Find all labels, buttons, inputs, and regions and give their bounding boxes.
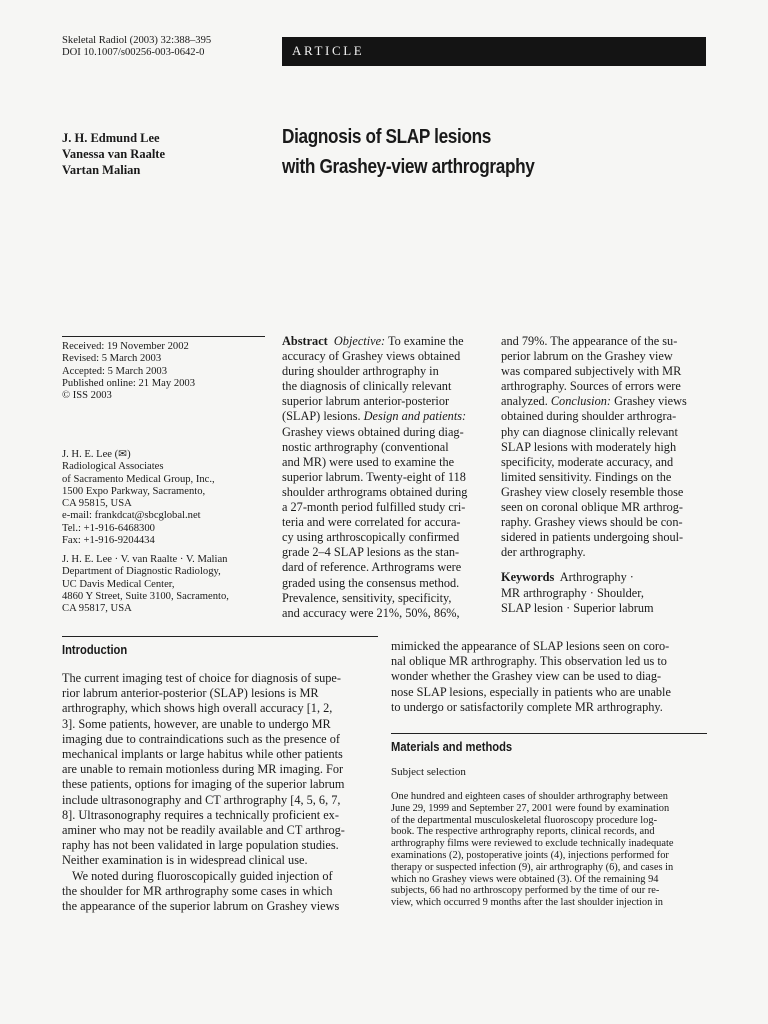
abstract-text: obtained during shoulder arthrogra- bbox=[501, 409, 677, 424]
abstract-text: Prevalence, sensitivity, specificity, bbox=[282, 590, 452, 605]
history-line: Revised: 5 March 2003 bbox=[62, 353, 162, 365]
abstract-text: during shoulder arthrography in bbox=[282, 364, 439, 379]
abstract-text: teria and were correlated for accura- bbox=[282, 515, 461, 530]
author-name: Vartan Malian bbox=[62, 163, 141, 177]
abstract-text: der arthrography. bbox=[501, 545, 586, 560]
keyword-text: MR arthrography · Shoulder, bbox=[501, 585, 644, 600]
address-line: Fax: +1-916-9204434 bbox=[62, 535, 155, 547]
body-line: book. The respective arthrography reports, clinical records, and bbox=[391, 826, 655, 838]
abstract-text: (SLAP) lesions. bbox=[282, 409, 361, 424]
abstract-text: nostic arthrography (conventional bbox=[282, 439, 449, 454]
body-line: raphy has not been validated in large population studies. bbox=[62, 838, 339, 853]
abstract-text: perior labrum on the Grashey view bbox=[501, 349, 673, 364]
author-list bbox=[62, 130, 165, 178]
body-line: which no Grashey views were obtained (3). Of the remaining 94 bbox=[391, 873, 659, 885]
body-line: We noted during fluoroscopically guided injection of bbox=[72, 868, 333, 883]
body-line: 3]. Some patients, however, are unable to undergo MR bbox=[62, 716, 331, 731]
article-title bbox=[282, 122, 660, 182]
design-label: Design and patients: bbox=[363, 409, 467, 424]
body-line: the appearance of the superior labrum on Grashey views bbox=[62, 899, 340, 914]
section-label: ARTICLE bbox=[292, 43, 365, 58]
body-line: nal oblique MR arthrography. This observation led us to bbox=[391, 654, 667, 669]
body-line: mimicked the appearance of SLAP lesions seen on coro- bbox=[391, 639, 670, 653]
intro-col-1 bbox=[62, 671, 378, 914]
address-line: Radiological Associates bbox=[62, 461, 164, 473]
abstract-text: limited sensitivity. Findings on the bbox=[501, 469, 672, 484]
journal-doi: DOI 10.1007/s00256-003-0642-0 bbox=[62, 47, 205, 58]
body-line: One hundred and eighteen cases of shoulder arthrography between bbox=[391, 791, 668, 802]
title-line: with Grashey-view arthrography bbox=[282, 156, 535, 178]
history-line: Accepted: 5 March 2003 bbox=[62, 365, 168, 377]
author-name: Vanessa van Raalte bbox=[62, 147, 166, 161]
history-line: Received: 19 November 2002 bbox=[62, 341, 189, 352]
abstract-text: superior labrum. Twenty-eight of 118 bbox=[282, 469, 466, 484]
author-name: J. H. Edmund Lee bbox=[62, 131, 160, 145]
history-rule bbox=[62, 336, 265, 337]
body-line: the shoulder for MR arthrography some cases in which bbox=[62, 883, 333, 898]
body-line: nose SLAP lesions, especially in patients who are unable bbox=[391, 684, 671, 699]
body-line: are unable to remain motionless during MR imaging. For bbox=[62, 762, 344, 777]
methods-text bbox=[391, 791, 707, 909]
intro-col-2 bbox=[391, 639, 707, 715]
body-line: mechanical implants or large habitus while other patients bbox=[62, 747, 343, 762]
body-line: examinations (2), postoperative joints (4), injections performed for bbox=[391, 849, 669, 861]
abstract-text: raphy. Grashey views should be con- bbox=[501, 515, 683, 530]
abstract-text: the diagnosis of clinically relevant bbox=[282, 379, 452, 394]
body-line: The current imaging test of choice for diagnosis of supe- bbox=[62, 671, 341, 685]
body-line: view, which occurred 9 months after the last shoulder injection in bbox=[391, 897, 664, 909]
body-line: therapy or suspected infection (9), air arthrography (6), and cases in bbox=[391, 861, 674, 873]
abstract-text: graded using the consensus method. bbox=[282, 575, 460, 590]
abstract-label: Abstract bbox=[282, 334, 328, 348]
correspondence-address bbox=[62, 449, 215, 547]
keywords-label: Keywords bbox=[501, 570, 555, 585]
address-line: Tel.: +1-916-6468300 bbox=[62, 522, 155, 534]
abstract-text: and accuracy were 21%, 50%, 86%, bbox=[282, 605, 460, 620]
address-line: CA 95815, USA bbox=[62, 498, 132, 510]
abstract-col-2 bbox=[501, 334, 713, 616]
intro-heading: Introduction bbox=[62, 642, 128, 657]
abstract-text: dard of reference. Arthrograms were bbox=[282, 560, 462, 575]
body-line: Neither examination is in widespread clinical use. bbox=[62, 853, 308, 868]
affiliation-line: J. H. E. Lee · V. van Raalte · V. Malian bbox=[62, 554, 228, 565]
abstract-text: seen on coronal oblique MR arthrog- bbox=[501, 500, 684, 515]
abstract-text: Grashey views bbox=[614, 394, 687, 409]
journal-citation: Skeletal Radiol (2003) 32:388–395 bbox=[62, 35, 212, 46]
abstract-text: and MR) were used to examine the bbox=[282, 454, 455, 469]
body-line: subjects, 66 had no arthroscopy performed by the time of our re- bbox=[391, 885, 660, 897]
body-line: these patients, options for imaging of the superior labrum bbox=[62, 777, 345, 792]
abstract-text: Grashey views obtained during diag- bbox=[282, 424, 464, 439]
body-line: to undergo or satisfactorily complete MR arthrography. bbox=[391, 699, 663, 714]
body-line: June 29, 1999 and September 27, 2001 were found by examination bbox=[391, 802, 670, 814]
address-line: 1500 Expo Parkway, Sacramento, bbox=[62, 485, 206, 497]
abstract-text: Grashey view closely resemble those bbox=[501, 484, 684, 499]
intro-rule bbox=[62, 636, 378, 637]
abstract-text: sidered in patients undergoing shoul- bbox=[501, 530, 684, 545]
affiliation-line: Department of Diagnostic Radiology, bbox=[62, 566, 221, 578]
body-line: arthrography films were reviewed to exclude technically inadequate bbox=[391, 838, 674, 850]
conclusion-label: Conclusion: bbox=[550, 394, 611, 409]
article-history bbox=[62, 341, 195, 402]
body-line: of the departmental musculoskeletal fluoroscopy procedure log- bbox=[391, 814, 658, 826]
abstract-text: accuracy of Grashey views obtained bbox=[282, 349, 461, 364]
body-line: wonder whether the Grashey view can be used to diag- bbox=[391, 669, 662, 684]
abstract-text: analyzed. bbox=[501, 394, 548, 409]
abstract-text: grade 2–4 SLAP lesions as the stan- bbox=[282, 545, 460, 560]
body-line: aminer who may not be readily available and CT arthrog- bbox=[62, 823, 345, 838]
body-line: imaging due to contraindications such as the presence of bbox=[62, 731, 340, 746]
body-line: 8]. Ultrasonography requires a technically proficient ex- bbox=[62, 807, 339, 822]
abstract-text: shoulder arthrograms obtained during bbox=[282, 484, 468, 499]
affiliation-block bbox=[62, 554, 229, 615]
methods-rule bbox=[391, 733, 707, 734]
address-line: of Sacramento Medical Group, Inc., bbox=[62, 473, 215, 485]
keyword-text: SLAP lesion · Superior labrum bbox=[501, 600, 654, 615]
body-line: arthrography, which shows high overall accuracy [1, 2, bbox=[62, 701, 333, 716]
abstract-text: specificity, moderate accuracy, and bbox=[501, 454, 674, 469]
body-line: include ultrasonography and CT arthrography [4, 5, 6, 7, bbox=[62, 792, 341, 807]
abstract-text: To examine the bbox=[388, 334, 464, 348]
keyword-text: Arthrography · bbox=[559, 570, 634, 585]
body-line: rior labrum anterior-posterior (SLAP) lesions is MR bbox=[62, 686, 319, 701]
history-line: © ISS 2003 bbox=[62, 390, 112, 402]
abstract-text: arthrography. Sources of errors were bbox=[501, 379, 681, 394]
abstract-text: was compared subjectively with MR bbox=[501, 364, 682, 379]
abstract-text: cy using arthroscopically confirmed bbox=[282, 530, 460, 545]
affiliation-line: UC Davis Medical Center, bbox=[62, 578, 175, 590]
history-line: Published online: 21 May 2003 bbox=[62, 377, 196, 389]
abstract-col-1 bbox=[282, 334, 492, 621]
title-line: Diagnosis of SLAP lesions bbox=[282, 126, 492, 148]
methods-heading: Materials and methods bbox=[391, 739, 513, 754]
abstract-text: superior labrum anterior-posterior bbox=[282, 394, 450, 409]
email-line: e-mail: frankdcat@sbcglobal.net bbox=[62, 510, 201, 522]
abstract-text: and 79%. The appearance of the su- bbox=[501, 334, 678, 348]
methods-subheading: Subject selection bbox=[391, 766, 466, 778]
address-line: J. H. E. Lee (✉) bbox=[62, 449, 131, 460]
affiliation-line: 4860 Y Street, Suite 3100, Sacramento, bbox=[62, 590, 229, 602]
objective-label: Objective: bbox=[333, 334, 386, 348]
abstract-text: a 27-month period fulfilled study cri- bbox=[282, 500, 466, 515]
section-band bbox=[282, 37, 706, 66]
abstract-text: phy can diagnose clinically relevant bbox=[501, 424, 678, 439]
abstract-text: SLAP lesions with moderately high bbox=[501, 439, 677, 454]
affiliation-line: CA 95817, USA bbox=[62, 603, 132, 615]
